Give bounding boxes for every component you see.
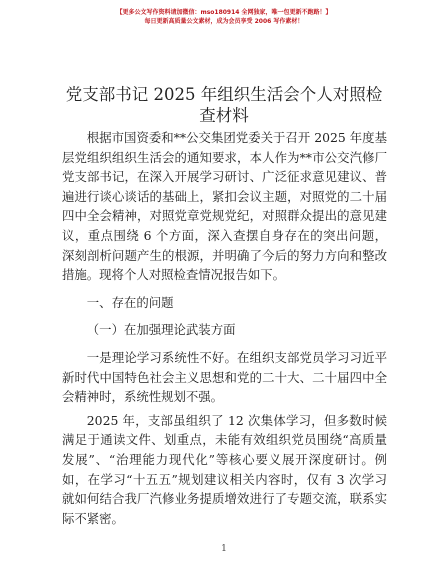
body-paragraph-1: 一是理论学习系统性不好。在组织支部党员学习习近平新时代中国特色社会主义思想和党的二十大、二十届四中全会精神时，系统性规划不强。 xyxy=(62,349,387,405)
subsection-heading: （一）在加强理论武装方面 xyxy=(86,322,236,338)
section-heading: 一、存在的问题 xyxy=(86,294,174,310)
banner-line-1: 【更多公文写作资料请加微信：mso180914 全网独家，唯一包更新不跑路！】 xyxy=(116,9,332,16)
watermark-banner xyxy=(0,8,448,26)
banner-line-2: 每日更新高质量公文素材，成为会员享受 2006 写作素材！ xyxy=(144,18,304,25)
page-number: 1 xyxy=(221,544,227,554)
document-body xyxy=(62,128,387,528)
document-title: 党支部书记 2025 年组织生活会个人对照检查材料 xyxy=(65,85,383,125)
intro-paragraph: 根据市国资委和**公交集团党委关于召开 2025 年度基层党组织组织生活会的通知要求，本人作为**市公交汽修厂党支部书记，在深入开展学习研讨、广泛征求意见建议、普遍进行谈心谈话的基础上，紧扣会议主题，对照党的二十届四中全会精神，对照党章党规党纪，对照群众提出的意见建议，重点围绕 6 个方面，深入查摆自身存在的突出问题，深刻剖析问题产生的根源，并明确了今后的努力方向和整改措施。现将个人对照检查情况报告如下。 xyxy=(62,130,387,283)
body-paragraph-2: 2025 年，支部虽组织了 12 次集体学习，但多数时候满足于通读文件、划重点，未能有效组织党员围绕“高质量发展”、“治理能力现代化”等核心要义展开深度研讨。例如，在学习“十五五”规划建议相关内容时，仅有 3 次学习就如何结合我厂汽修业务提质增效进行了专题交流，联系实际不紧密。 xyxy=(62,412,387,526)
